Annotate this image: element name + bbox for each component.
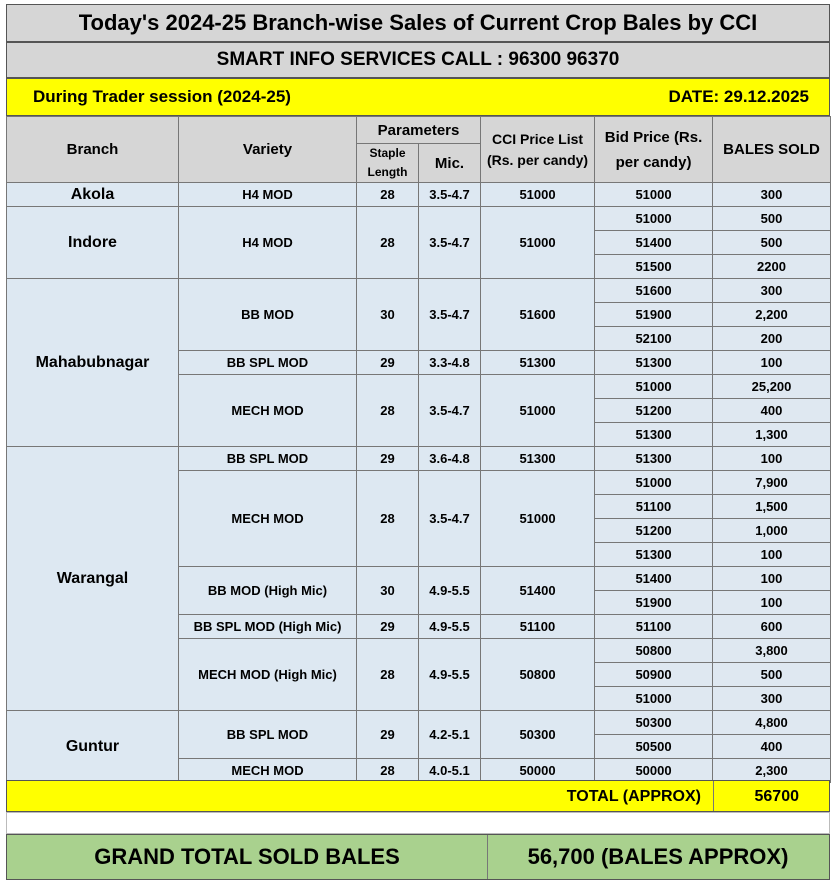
bid-price-cell: 50300 (595, 711, 713, 735)
bid-price-cell: 51600 (595, 279, 713, 303)
mic-cell: 3.6-4.8 (419, 447, 481, 471)
cci-price-cell: 50800 (481, 639, 595, 711)
bid-price-cell: 51200 (595, 399, 713, 423)
variety-cell: H4 MOD (179, 207, 357, 279)
staple-cell: 29 (357, 447, 419, 471)
cci-price-cell: 51000 (481, 375, 595, 447)
cci-price-cell: 50000 (481, 759, 595, 783)
bid-price-cell: 50000 (595, 759, 713, 783)
mic-cell: 3.5-4.7 (419, 183, 481, 207)
bid-price-cell: 51500 (595, 255, 713, 279)
staple-cell: 28 (357, 207, 419, 279)
bid-price-cell: 51000 (595, 687, 713, 711)
column-header-bid-price: Bid Price (Rs. per candy) (595, 117, 713, 183)
column-header-mic: Mic. (419, 144, 481, 183)
bales-sold-cell: 400 (713, 735, 831, 759)
column-header-staple: Staple Length (357, 144, 419, 183)
mic-cell: 3.5-4.7 (419, 279, 481, 351)
report-title: Today's 2024-25 Branch-wise Sales of Current Crop Bales by CCI (6, 4, 830, 42)
variety-cell: BB MOD (179, 279, 357, 351)
bid-price-cell: 52100 (595, 327, 713, 351)
bid-price-cell: 50800 (595, 639, 713, 663)
bid-price-cell: 51900 (595, 591, 713, 615)
bid-price-cell: 51300 (595, 543, 713, 567)
cci-price-cell: 51100 (481, 615, 595, 639)
cci-price-cell: 51000 (481, 183, 595, 207)
bales-sold-cell: 1,000 (713, 519, 831, 543)
cci-price-cell: 51000 (481, 207, 595, 279)
bid-price-cell: 51400 (595, 231, 713, 255)
blank-row (6, 812, 830, 834)
branch-cell: Indore (7, 207, 179, 279)
bid-price-cell: 51000 (595, 471, 713, 495)
session-bar (6, 78, 830, 116)
total-value: 56700 (754, 788, 799, 805)
bales-sold-cell: 7,900 (713, 471, 831, 495)
bid-price-cell: 51000 (595, 207, 713, 231)
bales-sold-cell: 1,300 (713, 423, 831, 447)
contact-banner: SMART INFO SERVICES CALL : 96300 96370 (6, 42, 830, 78)
mic-cell: 4.9-5.5 (419, 567, 481, 615)
grand-total-value: 56,700 (BALES APPROX) (527, 844, 789, 869)
bales-sold-cell: 500 (713, 207, 831, 231)
staple-cell: 28 (357, 639, 419, 711)
branch-cell: Guntur (7, 711, 179, 783)
mic-cell: 3.5-4.7 (419, 207, 481, 279)
staple-cell: 29 (357, 711, 419, 759)
mic-cell: 3.5-4.7 (419, 375, 481, 447)
staple-cell: 30 (357, 567, 419, 615)
bid-price-cell: 50900 (595, 663, 713, 687)
bales-sold-cell: 2,300 (713, 759, 831, 783)
table-row (7, 711, 831, 735)
column-header-cci-price: CCI Price List (Rs. per candy) (481, 117, 595, 183)
cci-price-cell: 51000 (481, 471, 595, 567)
bales-sold-cell: 100 (713, 567, 831, 591)
bales-sold-cell: 100 (713, 543, 831, 567)
bid-price-cell: 51200 (595, 519, 713, 543)
variety-cell: MECH MOD (179, 759, 357, 783)
variety-cell: BB SPL MOD (High Mic) (179, 615, 357, 639)
variety-cell: H4 MOD (179, 183, 357, 207)
variety-cell: BB SPL MOD (179, 351, 357, 375)
variety-cell: MECH MOD (179, 375, 357, 447)
grand-total-label: GRAND TOTAL SOLD BALES (7, 835, 488, 879)
bales-sold-cell: 100 (713, 447, 831, 471)
mic-cell: 4.9-5.5 (419, 615, 481, 639)
table-row (7, 279, 831, 303)
bales-sold-cell: 500 (713, 231, 831, 255)
bid-price-cell: 51900 (595, 303, 713, 327)
cci-price-cell: 51300 (481, 351, 595, 375)
column-header-variety: Variety (179, 117, 357, 183)
bales-sold-cell: 25,200 (713, 375, 831, 399)
bid-price-cell: 51300 (595, 447, 713, 471)
cci-price-cell: 50300 (481, 711, 595, 759)
staple-cell: 28 (357, 759, 419, 783)
bales-sold-cell: 100 (713, 591, 831, 615)
bales-sold-cell: 2,200 (713, 303, 831, 327)
session-label: During Trader session (2024-25) (33, 87, 291, 106)
column-header-branch: Branch (7, 117, 179, 183)
variety-cell: BB SPL MOD (179, 711, 357, 759)
branch-cell: Mahabubnagar (7, 279, 179, 447)
staple-cell: 30 (357, 279, 419, 351)
bales-sold-cell: 4,800 (713, 711, 831, 735)
mic-cell: 4.0-5.1 (419, 759, 481, 783)
table-row (7, 183, 831, 207)
table-header-row (7, 117, 831, 144)
bales-sold-cell: 100 (713, 351, 831, 375)
column-header-bales-sold: BALES SOLD (713, 117, 831, 183)
branch-cell: Akola (7, 183, 179, 207)
bales-sold-cell: 600 (713, 615, 831, 639)
bid-price-cell: 51100 (595, 615, 713, 639)
variety-cell: BB SPL MOD (179, 447, 357, 471)
mic-cell: 3.3-4.8 (419, 351, 481, 375)
staple-cell: 28 (357, 471, 419, 567)
column-header-parameters: Parameters (357, 117, 481, 144)
total-label: TOTAL (APPROX) (566, 788, 701, 805)
bid-price-cell: 51000 (595, 183, 713, 207)
bales-sold-cell: 400 (713, 399, 831, 423)
bales-sold-cell: 3,800 (713, 639, 831, 663)
bales-sold-cell: 500 (713, 663, 831, 687)
cci-price-cell: 51400 (481, 567, 595, 615)
bid-price-cell: 51100 (595, 495, 713, 519)
bales-sold-cell: 2200 (713, 255, 831, 279)
cci-price-cell: 51600 (481, 279, 595, 351)
staple-cell: 28 (357, 375, 419, 447)
bales-sold-cell: 300 (713, 183, 831, 207)
mic-cell: 4.2-5.1 (419, 711, 481, 759)
bales-sold-cell: 200 (713, 327, 831, 351)
bid-price-cell: 50500 (595, 735, 713, 759)
bid-price-cell: 51300 (595, 351, 713, 375)
grand-total-bar (6, 834, 830, 880)
total-row (6, 780, 830, 812)
variety-cell: BB MOD (High Mic) (179, 567, 357, 615)
mic-cell: 4.9-5.5 (419, 639, 481, 711)
table-row (7, 447, 831, 471)
bid-price-cell: 51300 (595, 423, 713, 447)
cci-price-cell: 51300 (481, 447, 595, 471)
bales-sold-cell: 300 (713, 687, 831, 711)
staple-cell: 29 (357, 351, 419, 375)
bid-price-cell: 51400 (595, 567, 713, 591)
variety-cell: MECH MOD (High Mic) (179, 639, 357, 711)
table-row (7, 207, 831, 231)
staple-cell: 29 (357, 615, 419, 639)
bales-sold-cell: 300 (713, 279, 831, 303)
bales-sold-cell: 1,500 (713, 495, 831, 519)
bid-price-cell: 51000 (595, 375, 713, 399)
sales-table (6, 116, 831, 783)
variety-cell: MECH MOD (179, 471, 357, 567)
staple-cell: 28 (357, 183, 419, 207)
report-date: DATE: 29.12.2025 (668, 87, 809, 106)
branch-cell: Warangal (7, 447, 179, 711)
mic-cell: 3.5-4.7 (419, 471, 481, 567)
total-divider (713, 781, 714, 811)
